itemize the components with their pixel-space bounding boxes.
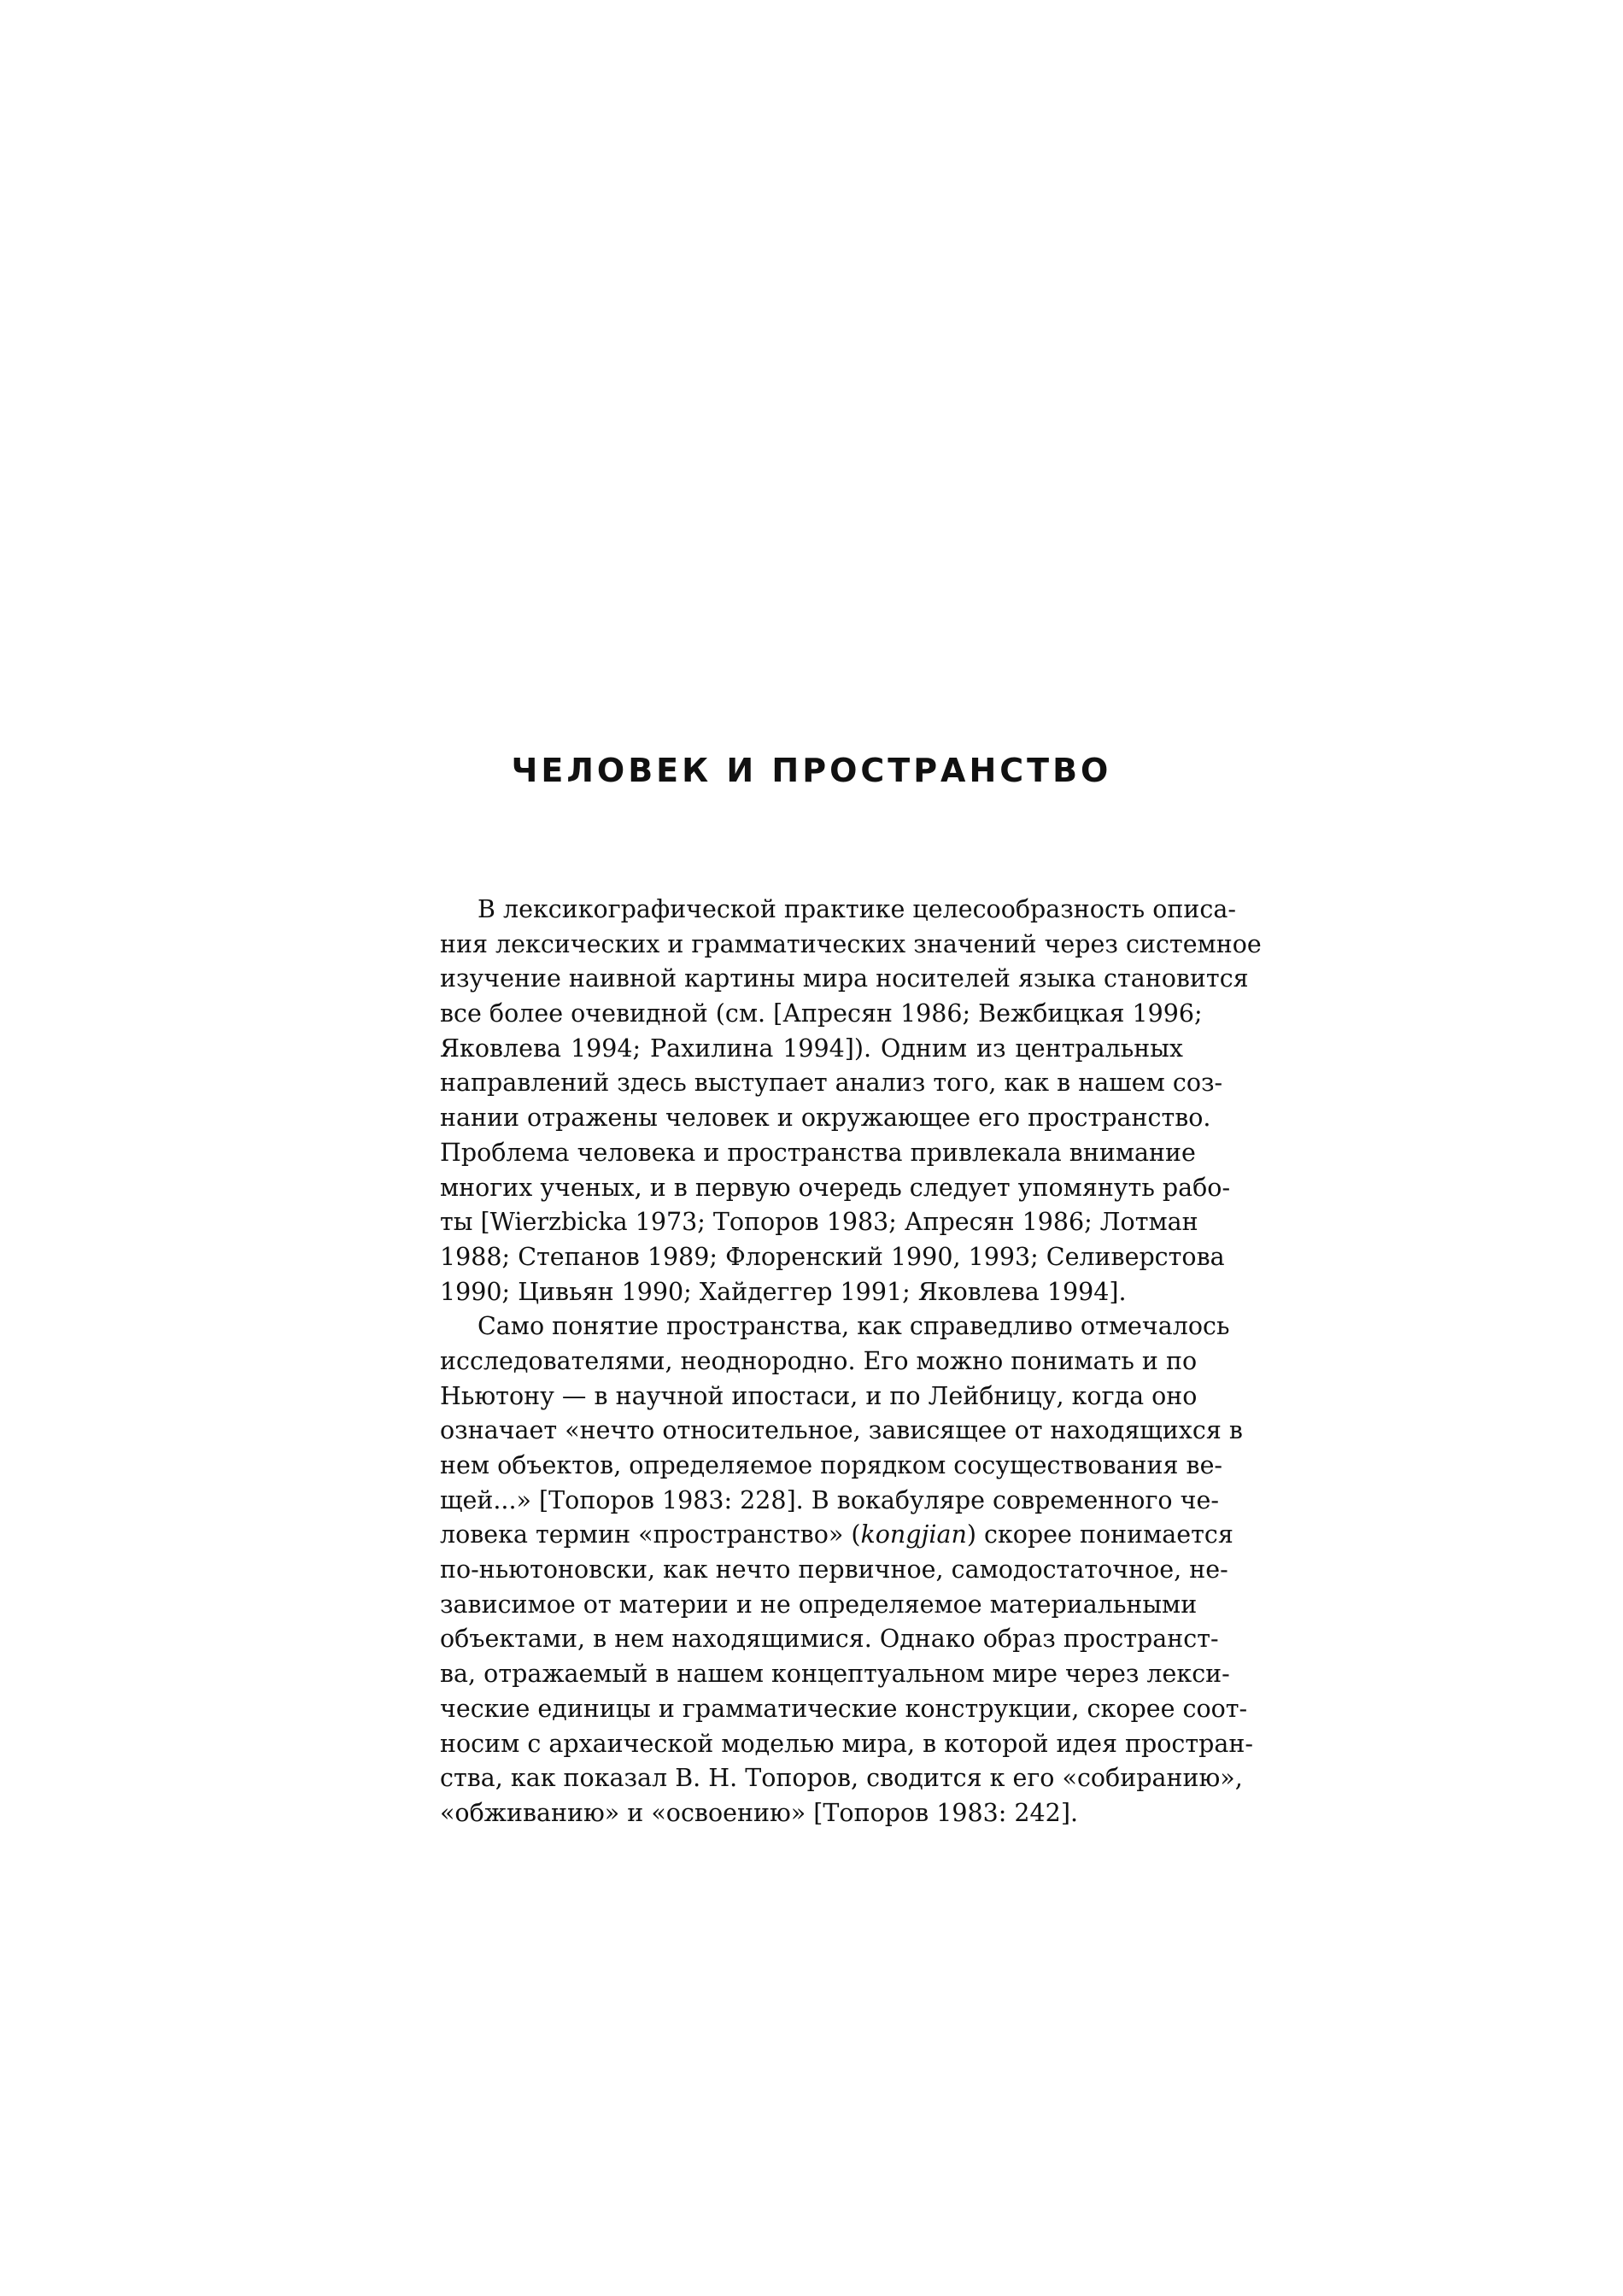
text-line: нании отражены человек и окружающее его пространство. — [440, 1104, 1211, 1133]
text-line: щей...» [Топоров 1983: 228]. В вокабуляре современного че- — [440, 1485, 1219, 1514]
text-line: «обживанию» и «освоению» [Топоров 1983: 242]. — [440, 1798, 1078, 1827]
text-line: Проблема человека и пространства привлекала внимание — [440, 1138, 1196, 1167]
text-line: ния лексических и грамматических значений через системное — [440, 929, 1262, 958]
text-line: Ньютону — в научной ипостаси, и по Лейбницу, когда оно — [440, 1381, 1198, 1410]
text-line: изучение наивной картины мира носителей языка становится — [440, 964, 1249, 993]
body-text — [440, 893, 1262, 1831]
text-line: носим с архаической моделью мира, в которой идея простран- — [440, 1729, 1253, 1758]
text-line: ческие единицы и грамматические конструкции, скорее соот- — [440, 1694, 1248, 1723]
text-line: означает «нечто относительное, зависящее от находящихся в — [440, 1416, 1243, 1445]
text-line: по-ньютоновски, как нечто первичное, самодостаточное, не- — [440, 1555, 1228, 1584]
text-line: ства, как показал В. Н. Топоров, сводится к его «собиранию», — [440, 1764, 1243, 1793]
chapter-title: ЧЕЛОВЕК И ПРОСТРАНСТВО — [511, 752, 1112, 789]
text-line: нем объектов, определяемое порядком сосуществования ве- — [440, 1451, 1223, 1479]
text-line: исследователями, неоднородно. Его можно понимать и по — [440, 1346, 1198, 1375]
text-line: все более очевидной (см. [Апресян 1986; Вежбицкая 1996; — [440, 999, 1203, 1028]
text-line: многих ученых, и в первую очередь следует упомянуть рабо- — [440, 1173, 1231, 1202]
text-line: ва, отражаемый в нашем концептуальном мире через лекси- — [440, 1660, 1230, 1689]
text-line: 1988; Степанов 1989; Флоренский 1990, 1993; Селиверстова — [440, 1242, 1225, 1271]
text-line: В лексикографической практике целесообразность описа- — [478, 895, 1236, 923]
line-tail: ) скорее понимается — [966, 1520, 1233, 1549]
text-line: зависимое от материи и не определяемое материальными — [440, 1590, 1198, 1619]
text-line-with-italic — [440, 1518, 1233, 1553]
text-line: направлений здесь выступает анализ того, как в нашем соз- — [440, 1069, 1223, 1098]
italic-term: kongjian — [860, 1520, 967, 1549]
line-head: ловека термин «пространство» ( — [440, 1520, 861, 1549]
text-line: объектами, в нем находящимися. Однако образ пространст- — [440, 1625, 1219, 1654]
text-line: Само понятие пространства, как справедливо отмечалось — [478, 1312, 1230, 1341]
text-line: Яковлева 1994; Рахилина 1994]). Одним из центральных — [440, 1034, 1183, 1063]
text-line: 1990; Цивьян 1990; Хайдеггер 1991; Яковлева 1994]. — [440, 1277, 1127, 1306]
text-line: ты [Wierzbicka 1973; Топоров 1983; Апресян 1986; Лотман — [440, 1208, 1198, 1237]
